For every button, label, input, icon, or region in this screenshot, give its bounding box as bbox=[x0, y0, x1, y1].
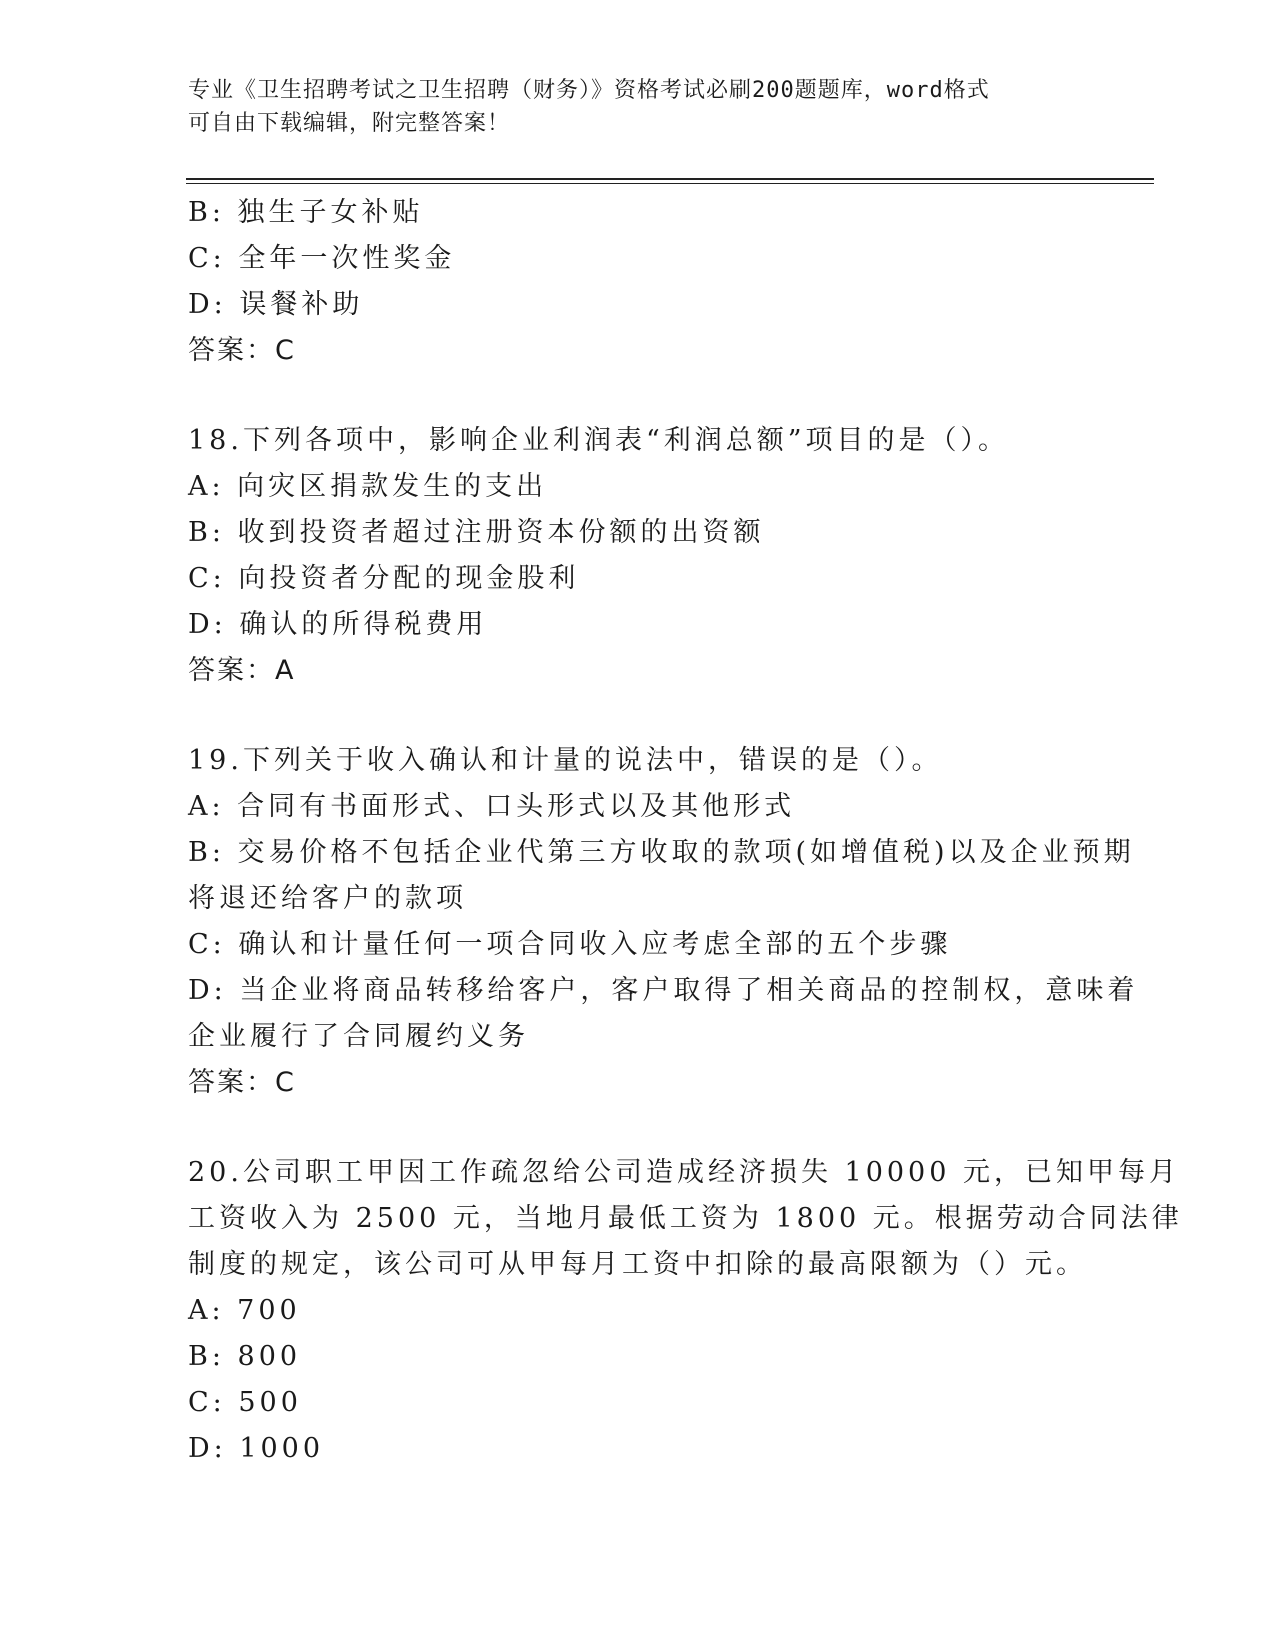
header-divider-thick bbox=[186, 178, 1154, 180]
question-stem-line-2: 工资收入为 2500 元，当地月最低工资为 1800 元。根据劳动合同法律 bbox=[188, 1203, 1183, 1234]
answer: 答案：A bbox=[188, 655, 296, 686]
question-20 bbox=[188, 1150, 1183, 1472]
question-19 bbox=[188, 738, 1139, 1106]
option-d: D: 误餐补助 bbox=[188, 289, 364, 320]
option-b: B: 收到投资者超过注册资本份额的出资额 bbox=[188, 517, 765, 548]
question-stem: 18.下列各项中，影响企业利润表“利润总额”项目的是（）。 bbox=[188, 425, 1010, 456]
option-d-line-2: 企业履行了合同履约义务 bbox=[188, 1021, 529, 1052]
question-list bbox=[188, 190, 1183, 1472]
option-c: C: 500 bbox=[188, 1387, 302, 1418]
question-17 bbox=[188, 190, 1088, 374]
document-header bbox=[188, 74, 1068, 140]
question-18 bbox=[188, 418, 1088, 694]
option-a: A: 700 bbox=[188, 1295, 301, 1326]
option-d-line-1: D: 当企业将商品转移给客户，客户取得了相关商品的控制权，意味着 bbox=[188, 975, 1139, 1006]
answer: 答案：C bbox=[188, 335, 296, 366]
question-stem: 19.下列关于收入确认和计量的说法中，错误的是（）。 bbox=[188, 745, 943, 776]
option-b: B: 800 bbox=[188, 1341, 302, 1372]
option-c: C: 向投资者分配的现金股利 bbox=[188, 563, 580, 594]
option-c: C: 确认和计量任何一项合同收入应考虑全部的五个步骤 bbox=[188, 929, 952, 960]
answer: 答案：C bbox=[188, 1067, 296, 1098]
question-stem-line-3: 制度的规定，该公司可从甲每月工资中扣除的最高限额为（）元。 bbox=[188, 1249, 1087, 1280]
option-d: D: 确认的所得税费用 bbox=[188, 609, 488, 640]
option-c: C: 全年一次性奖金 bbox=[188, 243, 456, 274]
header-line-1: 专业《卫生招聘考试之卫生招聘（财务）》资格考试必刷200题题库，word格式 bbox=[188, 78, 990, 103]
option-b: B: 独生子女补贴 bbox=[188, 197, 424, 228]
option-d: D: 1000 bbox=[188, 1433, 325, 1464]
header-line-2: 可自由下载编辑，附完整答案！ bbox=[188, 111, 511, 136]
option-b-line-2: 将退还给客户的款项 bbox=[188, 883, 467, 914]
question-stem-line-1: 20.公司职工甲因工作疏忽给公司造成经济损失 10000 元，已知甲每月 bbox=[188, 1157, 1180, 1188]
option-a: A: 向灾区捐款发生的支出 bbox=[188, 471, 548, 502]
option-a: A: 合同有书面形式、口头形式以及其他形式 bbox=[188, 791, 796, 822]
header-divider-thin bbox=[186, 183, 1154, 184]
option-b-line-1: B: 交易价格不包括企业代第三方收取的款项(如增值税)以及企业预期 bbox=[188, 837, 1135, 868]
